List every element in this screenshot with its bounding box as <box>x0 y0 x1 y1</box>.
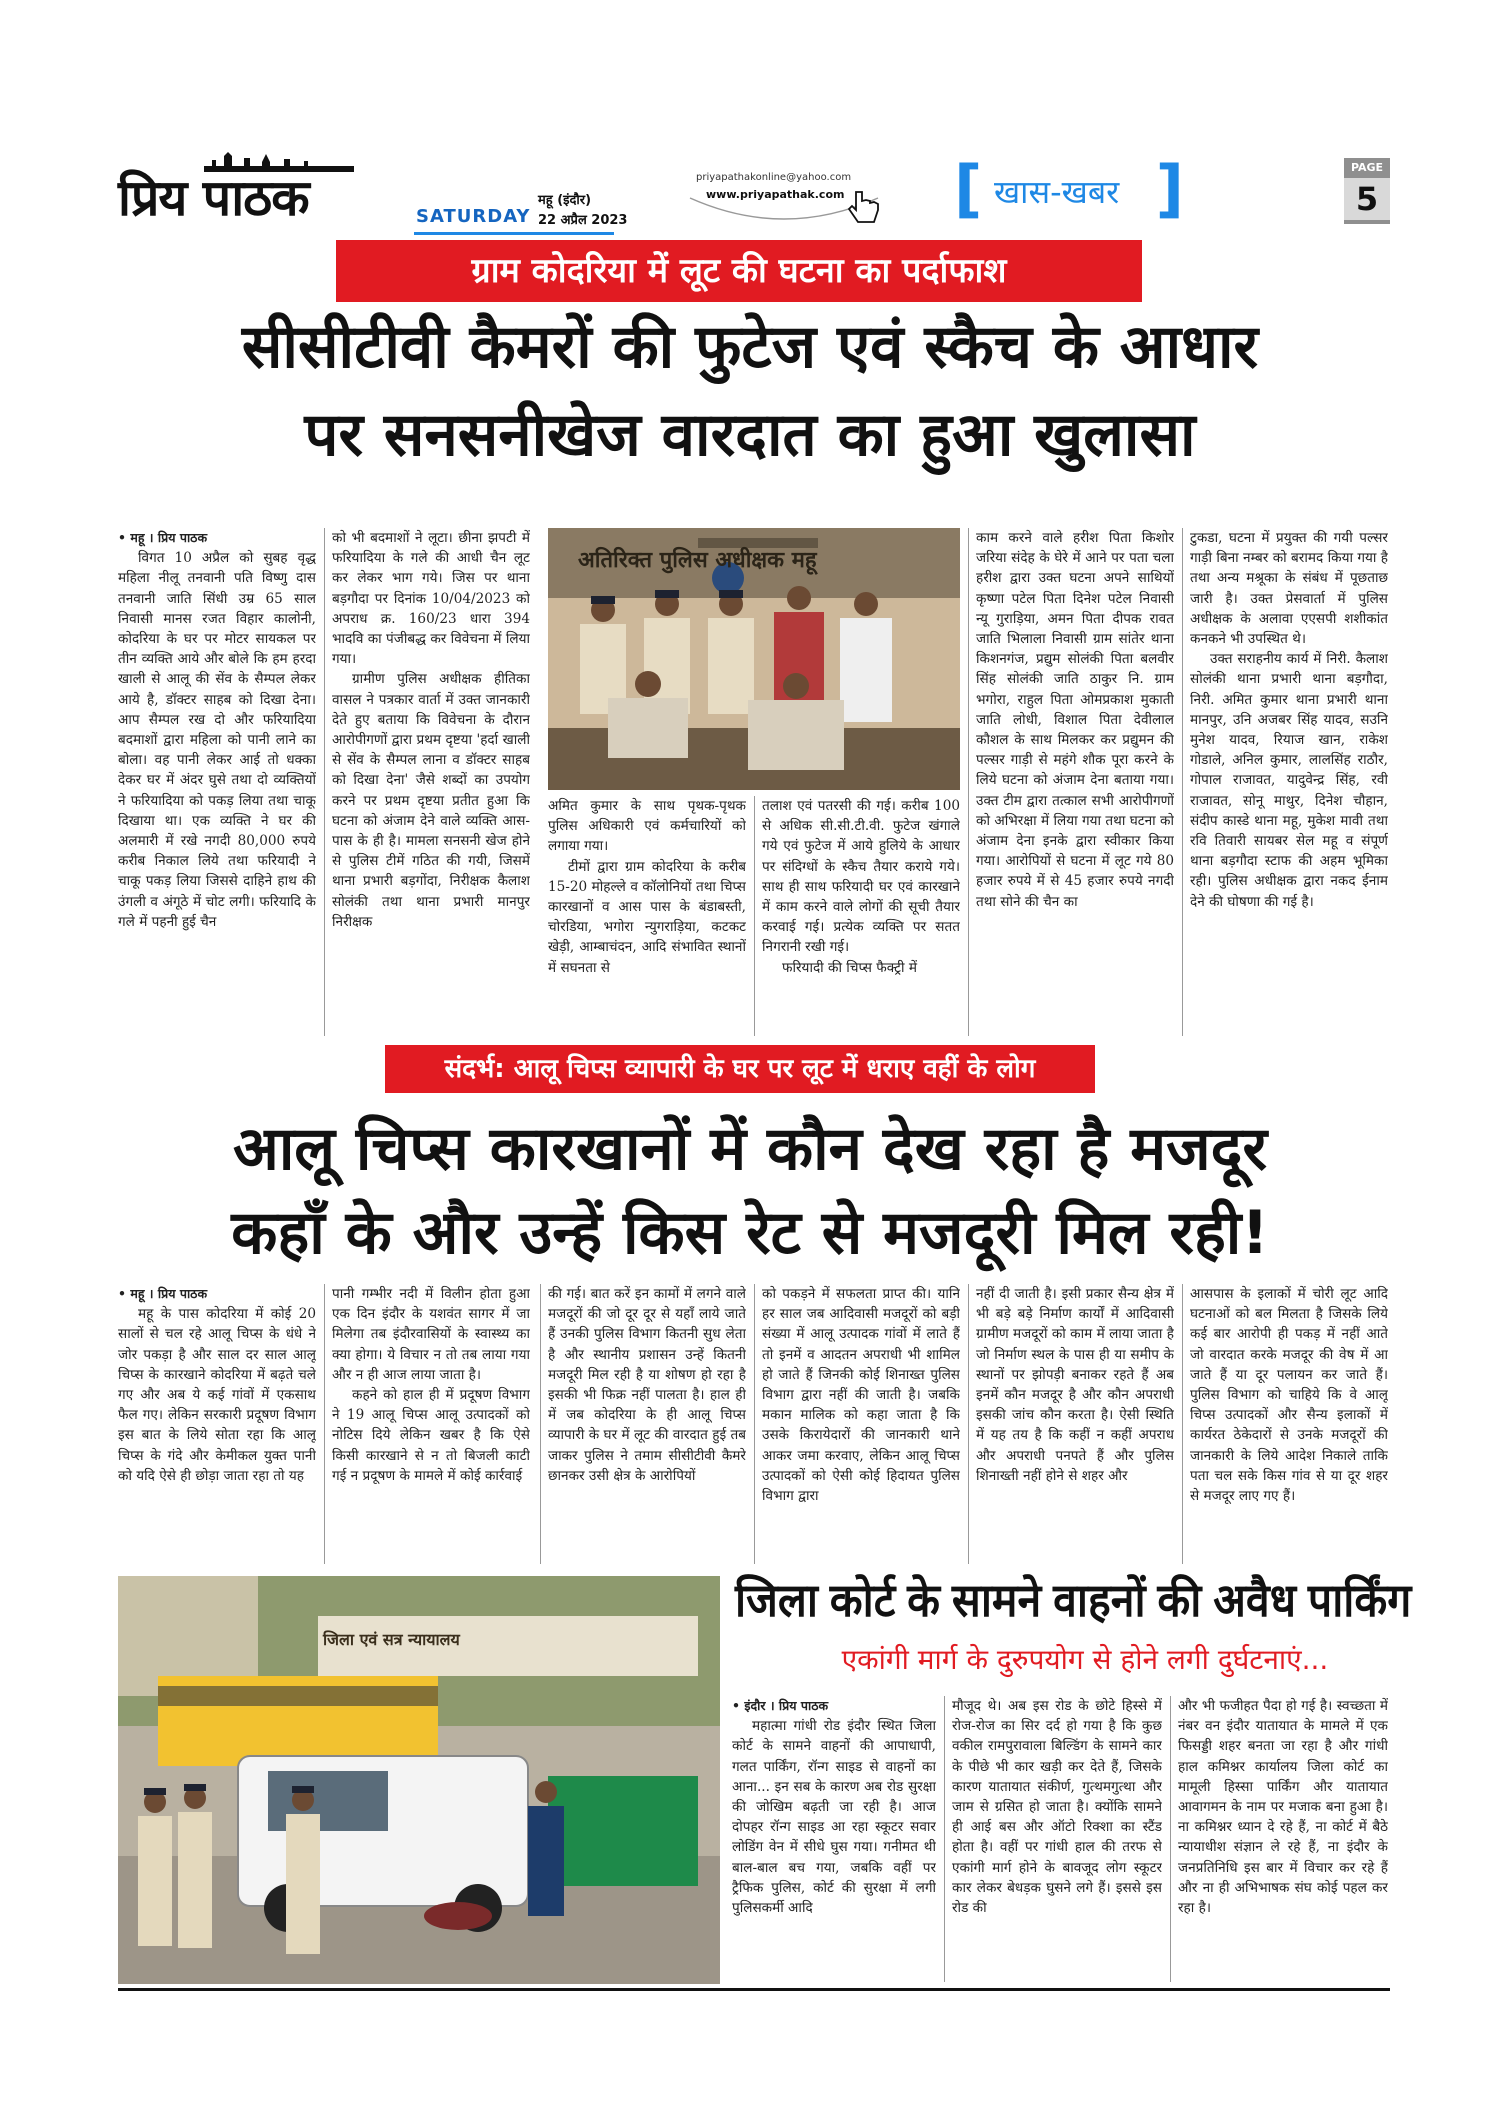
story1-column-4 <box>762 796 960 1038</box>
story3-dateline: • इंदौर । प्रिय पाठक <box>732 1698 829 1713</box>
column-divider <box>754 796 755 1036</box>
logo-text: प्रिय पाठक <box>118 169 309 227</box>
column-divider <box>324 528 325 1036</box>
edition-place: महू (इंदौर) <box>538 193 592 208</box>
court-sign: जिला एवं सत्र न्यायालय <box>323 1630 460 1649</box>
day-label: SATURDAY <box>416 206 531 227</box>
story1-dateline: • महू । प्रिय पाठक <box>118 530 208 545</box>
story1-col1-text: विगत 10 अप्रैल को सुबह वृद्ध महिला नीलू तनवानी पति विष्णु दास तनवानी जाति सिंधी उम्र 65 साल निवासी मानस रजत विहार कालोनी, कोदरिया के घर पर मोटर सायकल पर तीन व्यक्ति आये और बोले कि हम हरदा खाली से आलू की सेंव के सैम्पल लेकर आये है, डॉक्टर साहब को दिखा देना। आप सैम्पल रख दो और फरियादिया बदमाशों द्वारा महिला को पानी लाने का बोला। वह पानी लेकर आई तो धक्का देकर घर में अंदर घुसे तथा दो व्यक्तियों ने फरियादिया को पकड़ लिया तथा चाकू दिखाया था। एक व्यक्ति ने घर की अलमारी में रखे नगदी 80,000 रुपये करीब निकाल लिये तथा फरियादी ने चाकू पकड़ लिया जिससे दाहिने हाथ की उंगली व अंगूठे में चोट लगी। फरियादि के गले में पहनी हुई चैन <box>118 550 316 930</box>
story1-headline-line1: सीसीटीवी कैमरों की फुटेज एवं स्कैच के आधार <box>241 312 1259 382</box>
story2-col2-para2: कहने को हाल ही में प्रदूषण विभाग ने 19 आलू चिप्स आलू उत्पादकों को नोटिस दिये लेकिन खबर है कि ऐसे किसी कारखाने से न तो बिजली काटी गई न प्रदूषण के मामले में कोई कार्रवाई <box>332 1387 530 1484</box>
column-divider <box>944 1696 945 1982</box>
story2-col2-para1: पानी गम्भीर नदी में विलीन होता हुआ एक दिन इंदौर के यशवंत सागर में जा मिलेगा तब इंदौरवासियों के स्वास्थ्य का क्या होगा। ये विचार न तो तब लाया गया और न ही आज लाया जाता है। <box>332 1286 530 1383</box>
column-divider <box>754 1284 755 1564</box>
story3-column-3 <box>1178 1696 1388 1986</box>
column-divider <box>968 528 969 1036</box>
story1-column-5 <box>976 528 1174 1038</box>
column-divider <box>1182 528 1183 1036</box>
story1-col2-para1: को भी बदमाशों ने लूटा। छीना झपटी में फरियादिया के गले की आधी चैन लूट कर लेकर भाग गये। जिस पर थाना बड़गौदा पर दिनांक 10/04/2023 को अपराध क्र. 160/23 धारा 394 भादवि का पंजीबद्ध कर विवेचना में लिया गया। <box>332 530 530 668</box>
contact-email: priyapathakonline@yahoo.com <box>696 172 852 183</box>
story2-kicker: संदर्भ: आलू चिप्स व्यापारी के घर पर लूट में धराए वहीं के लोग <box>385 1045 1095 1093</box>
story1-column-3 <box>548 796 746 1038</box>
photo-office-sign: अतिरिक्त पुलिस अधीक्षक महू <box>578 548 817 573</box>
story1-col5-text: काम करने वाले हरीश पिता किशोर जरिया संदेह के घेरे में आने पर पता चला हरीश द्वारा उक्त घटना अपने साथियों कृष्णा पटेल पिता दिनेश पटेल निवासी न्यू गुराड़िया, अमन पिता दीपक रावत जाति भिलाला निवासी ग्राम सांतेर थाना किशनगंज, प्रद्युम सोलंकी पिता बलवीर सिंह सोलंकी जाति ठाकुर नि. ग्राम भगोरा, राहुल पिता ओमप्रकाश मुकाती जाति लोधी, विशाल पिता देवीलाल कौशल के साथ मिलकर कर प्रद्युमन की पल्सर गाड़ी से महंगे शौक पूरा करने के लिये घटना को अंजाम देना बताया गया। उक्त टीम द्वारा तत्काल सभी आरोपीगणों को अभिरक्षा में लिया गया तथा घटना को अंजाम देना इनके द्वारा स्वीकार किया गया। आरोपियों से घटना में लूट गये 80 हजार रुपये में से 45 हजार रुपये नगदी तथा सोने की चैन का <box>976 530 1174 910</box>
story1-column-6 <box>1190 528 1388 1038</box>
traffic-scene-photo <box>118 1576 720 1984</box>
story1-kicker: ग्राम कोदरिया में लूट की घटना का पर्दाफाश <box>336 240 1142 302</box>
column-divider <box>1170 1696 1171 1982</box>
story1-column-2 <box>332 528 530 1038</box>
story2-column-5 <box>976 1284 1174 1568</box>
page-bottom-rule <box>118 1988 1390 1991</box>
story2-column-6 <box>1190 1284 1388 1568</box>
story1-col6-para1: टुकडा, घटना में प्रयुक्त की गयी पल्सर गाड़ी बिना नम्बर को बरामद किया गया है तथा अन्य मश्रूका के संबंध में पूछताछ जारी है। उक्त प्रेसवार्ता में पुलिस अधीक्षक के अलावा एएसपी शशीकांत कनकने भी उपस्थित थे। <box>1190 530 1388 648</box>
page-number-tab <box>1344 158 1390 224</box>
story2-dateline: • महू । प्रिय पाठक <box>118 1286 208 1301</box>
bracket-left-icon: [ <box>954 152 983 225</box>
newspaper-logo <box>118 150 358 230</box>
column-divider <box>540 1284 541 1564</box>
page-number: 5 <box>1344 178 1390 220</box>
story2-column-3 <box>548 1284 746 1568</box>
story1-col4-para2: फरियादी की चिप्स फैक्ट्री में <box>782 959 917 976</box>
press-conference-photo <box>548 528 960 790</box>
story2-headline-line1: आलू चिप्स कारखानों में कौन देख रहा है मजदूर <box>232 1114 1268 1184</box>
story3-column-1 <box>732 1696 936 1986</box>
story3-col2-text: मौजूद थे। अब इस रोड के छोटे हिस्से में रोज-रोज का सिर दर्द हो गया है कि कुछ वकील रामपुरावाला बिल्डिंग के सामने कार के पीछे भी कार खड़ी कर देते हैं, जिसके कारण यातायात संकीर्ण, गुत्थमगुत्था और जाम से ग्रसित हो जाता है। क्योंकि सामने ही आई बस और ऑटो रिक्शा का स्टैंड होता है। वहीं पर गांधी हाल की तरफ से एकांगी मार्ग होने के बावजूद लोग स्कूटर कार लेकर बेधड़क घुसने लगे हैं। इससे इस रोड की <box>952 1698 1162 1917</box>
story1-col6-para2: उक्त सराहनीय कार्य में निरी. कैलाश सोलंकी थाना प्रभारी थाना बड़गौदा, निरी. अमित कुमार थाना प्रभारी थाना मानपुर, उनि अजबर सिंह यादव, सउनि मुनेश यादव, रियाज खान, राकेश गोडाले, अनिल कुमार, लालसिंह राठौर, गोपाल राजावत, यादुवेन्द्र सिंह, रवी राजावत, सोनू माथुर, दिनेश चौहान, संदीप कास्डे थाना महू, मुकेश मावी तथा रवि तिवारी सायबर सेल महू व संपूर्ण थाना बड़गौदा स्टाफ की अहम भूमिका रही। पुलिस अधीक्षक द्वारा नकद ईनाम देने की घोषणा की गई है। <box>1190 651 1388 910</box>
story1-col3-para1: अमित कुमार के साथ पृथक-पृथक पुलिस अधिकारी एवं कर्मचारियों को लगाया गया। <box>548 798 746 855</box>
story2-column-1 <box>118 1284 316 1568</box>
story2-column-2 <box>332 1284 530 1568</box>
pointing-hand-icon <box>846 188 882 228</box>
story1-column-1 <box>118 528 316 1038</box>
column-divider <box>324 1284 325 1564</box>
masthead-rule <box>414 232 614 235</box>
contact-website: www.priyapathak.com <box>706 188 845 201</box>
story2-column-4 <box>762 1284 960 1568</box>
story1-col4-para1: तलाश एवं पतरसी की गई। करीब 100 से अधिक सी.सी.टी.वी. फुटेज खंगाले गये एवं फुटेज में आये हुलिये के आधार पर संदिग्धों के स्कैच तैयार कराये गये। साथ ही साथ फरियादी घर एवं कारखाने में काम करने वाले लोगों की सूची तैयार करवाई गई। प्रत्येक व्यक्ति पर सतत निगरानी रखी गई। <box>762 798 960 956</box>
page-label: PAGE <box>1350 161 1384 174</box>
column-divider <box>968 1284 969 1564</box>
story1-col2-para2: ग्रामीण पुलिस अधीक्षक हीतिका वासल ने पत्रकार वार्ता में उक्त जानकारी देते हुए बताया कि विवेचना के दौरान आरोपीगणों द्वारा प्रथम दृष्टया 'हर्दा खाली से सेंव के सैम्पल लाना व डॉक्टर साहब को दिखा देना' जैसे शब्दों का उपयोग करने पर प्रथम दृष्टया प्रतीत हुआ कि घटना को अंजाम देने वाले व्यक्ति आस-पास के ही है। मामला सनसनी खेज होने से पुलिस टीमें गठित की गयी, जिसमें थाना प्रभारी बड़गोंदा, निरीक्षक कैलाश सोलंकी तथा थाना प्रभारी मानपुर निरीक्षक <box>332 671 530 930</box>
story3-headline: जिला कोर्ट के सामने वाहनों की अवैध पार्किंग <box>735 1574 1412 1626</box>
story3-col1-text: महात्मा गांधी रोड इंदौर स्थित जिला कोर्ट के सामने वाहनों की आपाधापी, गलत पार्किंग, रॉन्ग साइड से वाहनों का आना... इन सब के कारण अब रोड सुरक्षा की जोखिम बढ़ती जा रही है। आज दोपहर रॉन्ग साइड आ रहा स्कूटर सवार लोडिंग वेन में सीधे घुस गया। गनीमत थी बाल-बाल बच गया, जबकि वहीं पर ट्रैफिक पुलिस, कोर्ट की सुरक्षा में लगी पुलिसकर्मी आदि <box>732 1718 936 1917</box>
section-label <box>954 152 1184 225</box>
masthead <box>118 150 1390 236</box>
story1-headline-line2: पर सनसनीखेज वारदात का हुआ खुलासा <box>304 400 1196 470</box>
story2-headline-line2: कहाँ के और उन्हें किस रेट से मजदूरी मिल रही! <box>231 1198 1269 1268</box>
column-divider <box>1182 1284 1183 1564</box>
section-name: खास-खबर <box>994 173 1120 211</box>
bracket-right-icon: ] <box>1155 152 1184 225</box>
story2-col1-text: महू के पास कोदरिया में कोई 20 सालों से चल रहे आलू चिप्स के धंधे ने जोर पकड़ा है और साल दर साल आलू चिप्स के कारखाने कोदरिया में बढ़ते चले गए और अब ये कई गांवों में एकसाथ फैल गए। लेकिन सरकारी प्रदूषण विभाग इस बात के लिये सोता रहा कि आलू चिप्स के गंदे और केमीकल युक्त पानी को यदि ऐसे ही छोड़ा जाता रहा तो यह <box>118 1306 316 1484</box>
story3-col3-text: और भी फजीहत पैदा हो गई है। स्वच्छता में नंबर वन इंदौर यातायात के मामले में एक फिसड्डी शहर बनता जा रहा है और गांधी हाल कमिश्नर कार्यालय जिला कोर्ट का मामूली हिस्सा पार्किंग और यातायात आवागमन के नाम पर मजाक बना हुआ है। ना कमिश्नर ध्यान दे रहे हैं, ना कोर्ट में बैठे न्यायाधीश संज्ञान ले रहे हैं, ना इंदौर के जनप्रतिनिधि इस बार में विचार कर रहे हैं और ना ही अभिभाषक संघ कोई पहल कर रहा है। <box>1178 1698 1388 1917</box>
story3-column-2 <box>952 1696 1162 1986</box>
story2-col3-text: की गई। बात करें इन कामों में लगने वाले मजदूरों की जो दूर दूर से यहाँ लाये जाते हैं उनकी पुलिस विभाग कितनी सुध लेता है और स्थानीय प्रशासन उन्हें कितनी मजदूरी मिल रही है या शोषण हो रहा है इसकी भी फिक्र नहीं पालता है। हाल ही में जब कोदरिया के ही आलू चिप्स व्यापारी के घर में लूट की वारदात हुई तब जाकर पुलिस ने तमाम सीसीटीवी कैमरे छानकर उसी क्षेत्र के आरोपियों <box>548 1286 746 1484</box>
story3-subheadline: एकांगी मार्ग के दुरुपयोग से होने लगी दुर्घटनाएं... <box>841 1643 1329 1676</box>
story2-col4-text: को पकड़ने में सफलता प्राप्त की। यानि हर साल जब आदिवासी मजदूरों को बड़ी संख्या में आलू उत्पादक गांवों में लाते हैं तो इनमें व आदतन अपराधी भी शामिल हो जाते हैं जिनकी कोई शिनाख्त पुलिस विभाग द्वारा नहीं की जाती है। जबकि मकान मालिक को कहा जाता है कि उसके किरायेदारों की जानकारी थाने आकर जमा करवाए, लेकिन आलू चिप्स उत्पादकों को ऐसी कोई हिदायत पुलिस विभाग द्वारा <box>762 1286 960 1505</box>
edition-date: 22 अप्रैल 2023 <box>538 213 628 228</box>
story1-col3-para2: टीमों द्वारा ग्राम कोदरिया के करीब 15-20 मोहल्ले व कॉलोनियों तथा चिप्स कारखानों व आस पास के बंडाबस्ती, चोरडिया, भगोरा न्युगराड़िया, कटकट खेड़ी, आम्बाचंदन, आदि संभावित स्थानों में सघनता से <box>548 858 746 976</box>
story2-col5-text: नहीं दी जाती है। इसी प्रकार सैन्य क्षेत्र में भी बड़े बड़े निर्माण कार्यों में आदिवासी ग्रामीण मजदूरों को काम में लाया जाता है जो निर्माण स्थल के पास ही या समीप के स्थानों पर झोपड़ी बनाकर रहते हैं अब इनमें कौन मजदूर है और कौन अपराधी इसकी जांच कौन करता है। ऐसी स्थिति में यह तय है कि कहीं न कहीं अपराध और अपराधी पनपते हैं और पुलिस शिनाख्ती नहीं होने से शहर और <box>976 1286 1174 1484</box>
story2-col6-text: आसपास के इलाकों में चोरी लूट आदि घटनाओं को बल मिलता है जिसके लिये कई बार आरोपी ही पकड़ में नहीं आते जो वारदात करके मजदूर की वेष में आ जाते हैं या दूर पलायन कर जाते हैं। पुलिस विभाग को चाहिये कि वे आलू चिप्स उत्पादकों और सैन्य इलाकों में कार्यरत ठेकेदारों से उनके मजदूरों की जानकारी के लिये आदेश निकाले ताकि पता चल सके किस गांव से या दूर शहर से मजदूर लाए गए हैं। <box>1190 1286 1388 1505</box>
